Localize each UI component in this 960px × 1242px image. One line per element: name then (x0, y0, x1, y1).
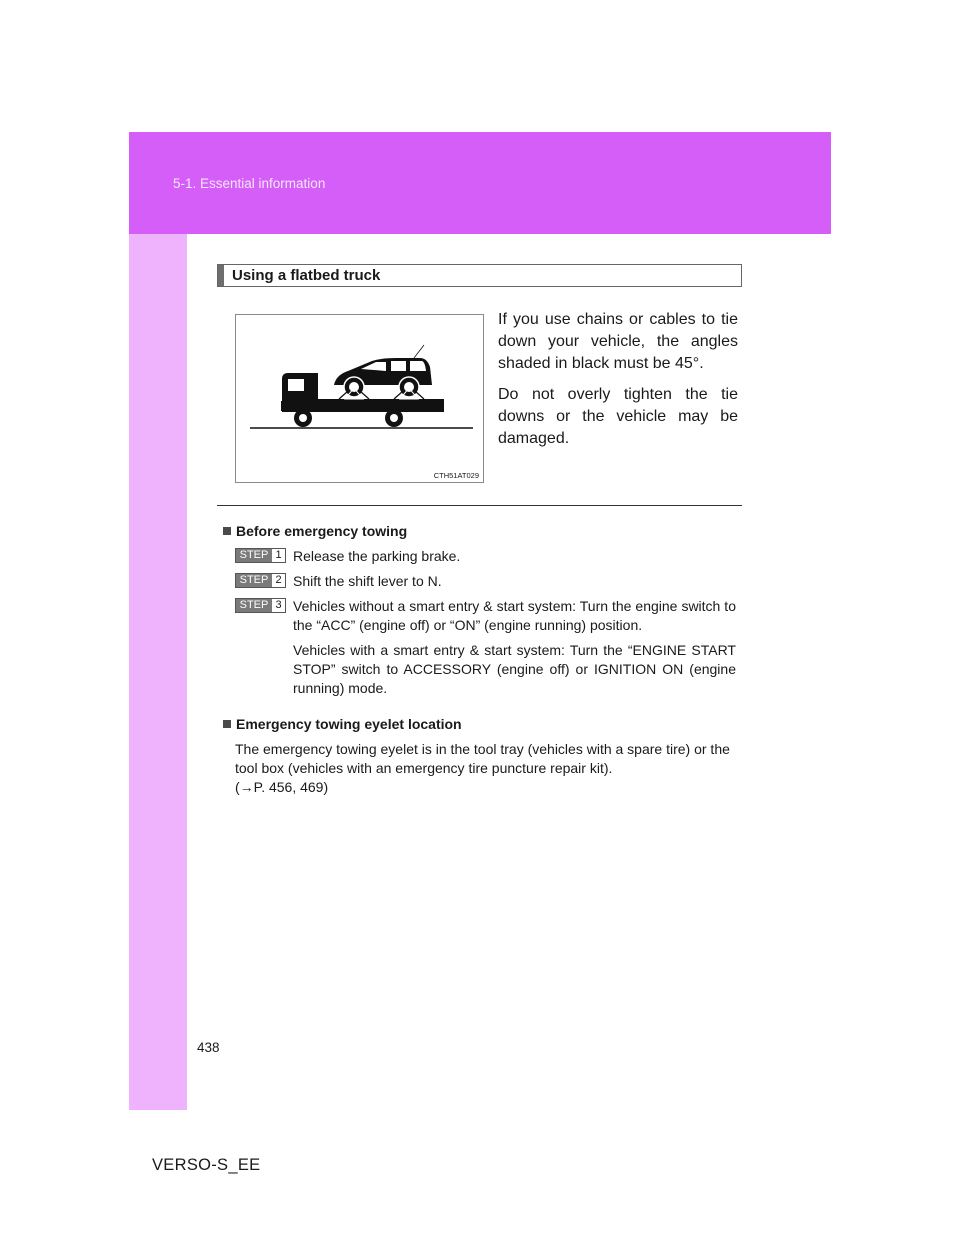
step-badge-label: STEP (236, 574, 272, 587)
bullet-square-icon (223, 720, 231, 728)
section-divider (217, 505, 742, 506)
step-3-extra-text: Vehicles with a smart entry & start system: Turn the “ENGINE START STOP” switch to ACCESSORY (engine off) or IGNITION ON (engine running) mode. (293, 642, 736, 696)
section-heading (217, 264, 742, 287)
intro-paragraph-1: If you use chains or cables to tie down your vehicle, the angles shaded in black must be 45°. (498, 311, 738, 372)
heading-title: Using a flatbed truck (232, 267, 381, 284)
intro-text (498, 309, 738, 459)
step-badge-2 (235, 573, 286, 588)
eyelet-description (235, 740, 738, 797)
step-badge-number: 3 (272, 599, 285, 612)
step-3-text: Vehicles without a smart entry & start system: Turn the engine switch to the “ACC” (engine off) or “ON” (engine running) position. (293, 598, 736, 633)
step-badge-number: 2 (272, 574, 285, 587)
step-1-text: Release the parking brake. (293, 548, 461, 564)
step-badge-3 (235, 598, 286, 613)
before-towing-title: Before emergency towing (236, 523, 408, 539)
eyelet-heading (223, 716, 462, 732)
before-towing-heading (223, 523, 407, 539)
eyelet-page-ref: (→P. 456, 469) (235, 779, 329, 795)
side-band (129, 234, 187, 1110)
step-2-text: Shift the shift lever to N. (293, 573, 442, 589)
page-number: 438 (197, 1040, 220, 1055)
intro-paragraph-2: Do not overly tighten the tie downs or the vehicle may be damaged. (498, 386, 738, 447)
figure-code: CTH51AT029 (433, 471, 479, 480)
step-badge-number: 1 (272, 549, 285, 562)
heading-accent-bar (218, 265, 224, 286)
section-title: 5-1. Essential information (173, 176, 326, 191)
step-badge-label: STEP (236, 599, 272, 612)
bullet-square-icon (223, 527, 231, 535)
eyelet-text: The emergency towing eyelet is in the tool tray (vehicles with a spare tire) or the tool box (vehicles with an emergency tire puncture repair kit). (235, 741, 730, 776)
flatbed-figure (235, 314, 484, 483)
eyelet-title: Emergency towing eyelet location (236, 716, 462, 732)
step-badge-1 (235, 548, 286, 563)
step-badge-label: STEP (236, 549, 272, 562)
footer-code: VERSO-S_EE (152, 1156, 261, 1174)
flatbed-truck-illustration-icon (236, 315, 483, 482)
